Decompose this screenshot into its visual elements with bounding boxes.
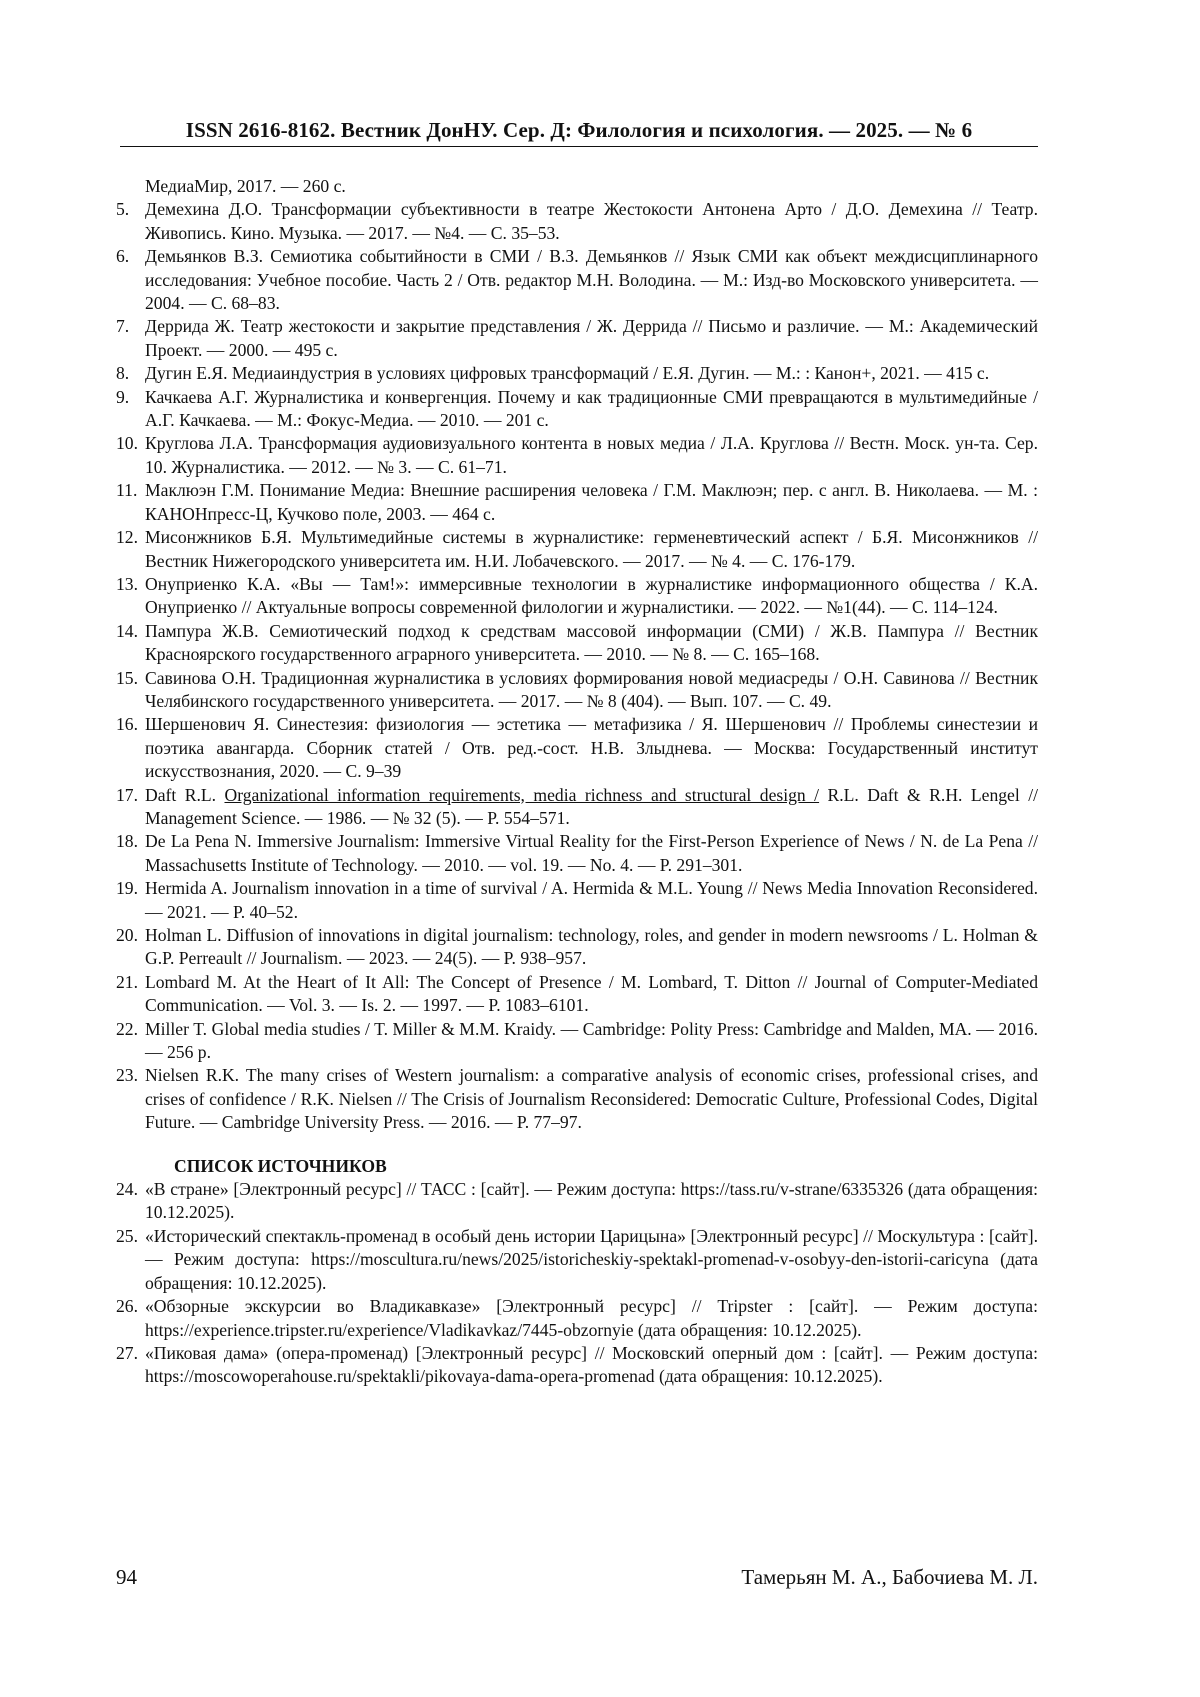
reference-item — [116, 198, 1038, 245]
reference-text: Miller T. Global media studies / T. Miller & M.M. Kraidy. — Cambridge: Polity Press: Cambridge and Malden, MA. — 2016. — 256 p. — [145, 1018, 1038, 1063]
reference-item — [116, 386, 1038, 433]
source-text: «Пиковая дама» (опера-променад) [Электронный ресурс] // Московский оперный дом : [сайт]. — Режим доступа: https://moscowoperahouse.ru/spektakli/pikovaya-dama-opera-promenad (дата обращения: 10.12.2025). — [145, 1342, 1038, 1387]
reference-author: Daft R.L. — [145, 784, 225, 805]
reference-title-link[interactable]: Organizational information requirements, media richness and structural design / — [224, 784, 820, 805]
reference-text: Holman L. Diffusion of innovations in digital journalism: technology, roles, and gender in modern newsrooms / L. Holman & G.P. Perreault // Journalism. — 2023. — 24(5). — P. 938–957. — [145, 925, 1038, 969]
reference-number: 14. — [116, 620, 138, 641]
reference-item — [116, 362, 1038, 385]
reference-number: 19. — [116, 878, 138, 899]
reference-number: 8. — [116, 363, 130, 384]
reference-number: 17. — [116, 784, 138, 805]
source-text: «Обзорные экскурсии во Владикавказе» [Электронный ресурс] // Tripster : [сайт]. — Режим доступа: https://experience.tripster.ru/experience/Vladikavkaz/7445-obzornyie (дата обращения: 10.12.2025). — [145, 1296, 1038, 1340]
reference-number: 22. — [116, 1018, 138, 1039]
reference-text: Савинова О.Н. Традиционная журналистика в условиях формирования новой медиасреды / О.Н. Савинова // Вестник Челябинского государственного университета. — 2017. — № 8 (404). — Вып. 107. — С. 49. — [145, 667, 1038, 711]
reference-number: 21. — [116, 971, 138, 992]
reference-item — [116, 315, 1038, 362]
source-text: «Исторический спектакль-променад в особый день истории Царицына» [Электронный ресурс] // Москультура : [сайт]. — Режим доступа: https://moscultura.ru/news/2025/istoricheskiy-spektakl-promenad-v-osobyy-den-istorii-caricyna (дата обращения: 10.12.2025). — [145, 1225, 1038, 1293]
footer-authors: Тамерьян М. А., Бабочиева М. Л. — [741, 1565, 1038, 1589]
reference-text: Дугин Е.Я. Медиаиндустрия в условиях цифровых трансформаций / Е.Я. Дугин. — М.: : Канон+, 2021. — 415 с. — [145, 363, 990, 384]
reference-text: Шершенович Я. Синестезия: физиология — эстетика — метафизика / Я. Шершенович // Проблемы синестезии и поэтика авангарда. Сборник статей / Отв. ред.-сост. Н.В. Злыднева. — Москва: Государственный институт искусствознания, 2020. — С. 9–39 — [145, 714, 1038, 782]
source-item — [116, 1342, 1038, 1389]
reference-text: Nielsen R.K. The many crises of Western journalism: a comparative analysis of economic crises, professional crises, and crises of confidence / R.K. Nielsen // The Crisis of Journalism Reconsidered: Democratic Culture, Professional Codes, Digital Future. — Cambridge University Press. — 2016. — P. 77–97. — [145, 1065, 1038, 1133]
reference-number: 5. — [116, 199, 130, 220]
reference-text: Круглова Л.А. Трансформация аудиовизуального контента в новых медиа / Л.А. Круглова // Вестн. Моск. ун-та. Сер. 10. Журналистика. — 2012. — № 3. — С. 61–71. — [145, 433, 1038, 477]
references-content — [116, 175, 1038, 1389]
reference-text: Маклюэн Г.М. Понимание Медиа: Внешние расширения человека / Г.М. Маклюэн; пер. с англ. В. Николаева. — М. : КАНОНпресс-Ц, Кучково поле, 2003. — 464 с. — [145, 480, 1038, 524]
source-item — [116, 1225, 1038, 1295]
reference-text: R.L. Daft & R.H. Lengel // Management Science. — 1986. — № 32 (5). — P. 554–571. — [145, 784, 1038, 828]
source-number: 27. — [116, 1342, 138, 1363]
reference-number: 16. — [116, 714, 138, 735]
running-header: ISSN 2616-8162. Вестник ДонНУ. Сер. Д: Филология и психология. — 2025. — № 6 — [120, 118, 1038, 147]
source-number: 24. — [116, 1179, 138, 1200]
source-item — [116, 1178, 1038, 1225]
reference-item — [116, 1018, 1038, 1065]
reference-number: 10. — [116, 433, 138, 454]
reference-item — [116, 830, 1038, 877]
reference-item — [116, 245, 1038, 315]
reference-item — [116, 573, 1038, 620]
reference-text: Качкаева А.Г. Журналистика и конвергенция. Почему и как традиционные СМИ превращаются в мультимедийные / А.Г. Качкаева. — М.: Фокус-Медиа. — 2010. — 201 с. — [145, 386, 1038, 431]
reference-number: 20. — [116, 925, 138, 945]
page-footer — [116, 1565, 1038, 1590]
reference-number: 12. — [116, 527, 138, 548]
sources-heading: СПИСОК ИСТОЧНИКОВ — [174, 1155, 387, 1176]
reference-text: Пампура Ж.В. Семиотический подход к средствам массовой информации (СМИ) / Ж.В. Пампура // Вестник Красноярского государственного аграрного университета. — 2010. — № 8. — С. 165–168. — [145, 620, 1038, 665]
source-number: 26. — [116, 1296, 138, 1317]
reference-number: 13. — [116, 573, 138, 594]
reference-text: De La Pena N. Immersive Journalism: Immersive Virtual Reality for the First-Person Experience of News / N. de La Pena // Massachusetts Institute of Technology. — 2010. — vol. 19. — No. 4. — P. 291–301. — [145, 831, 1038, 875]
reference-item — [116, 713, 1038, 783]
reference-item — [116, 667, 1038, 714]
sources-list — [116, 1178, 1038, 1389]
reference-text: Онуприенко К.А. «Вы — Там!»: иммерсивные технологии в журналистике информационного общества / К.А. Онуприенко // Актуальные вопросы современной филологии и журналистики. — 2022. — №1(44). — С. 114–124. — [145, 573, 1038, 618]
reference-number: 23. — [116, 1065, 138, 1086]
reference-item — [116, 620, 1038, 667]
source-number: 25. — [116, 1225, 138, 1246]
reference-continuation: МедиаМир, 2017. — 260 с. — [145, 176, 346, 196]
reference-item — [116, 877, 1038, 924]
reference-item — [116, 1064, 1038, 1134]
reference-number: 18. — [116, 831, 138, 852]
reference-item — [116, 971, 1038, 1018]
reference-number: 11. — [116, 480, 138, 501]
reference-list — [116, 198, 1038, 1134]
reference-text: Lombard M. At the Heart of It All: The Concept of Presence / M. Lombard, T. Ditton // Journal of Computer-Mediated Communication. — Vol. 3. — Is. 2. — 1997. — P. 1083–6101. — [145, 971, 1038, 1016]
reference-text: Демехина Д.О. Трансформации субъективности в театре Жестокости Антонена Арто / Д.О. Демехина // Театр. Живопись. Кино. Музыка. — 2017. — №4. — С. 35–53. — [145, 199, 1038, 243]
source-item — [116, 1295, 1038, 1342]
reference-text: Hermida A. Journalism innovation in a time of survival / A. Hermida & M.L. Young // News Media Innovation Reconsidered. — 2021. — P. 40–52. — [145, 878, 1038, 922]
source-text: «В стране» [Электронный ресурс] // ТАСС : [сайт]. — Режим доступа: https://tass.ru/v-strane/6335326 (дата обращения: 10.12.2025). — [145, 1179, 1038, 1223]
reference-text: Деррида Ж. Театр жестокости и закрытие представления / Ж. Деррида // Письмо и различие. — М.: Академический Проект. — 2000. — 495 с. — [145, 316, 1038, 360]
reference-number: 9. — [116, 386, 130, 407]
reference-item — [116, 479, 1038, 526]
reference-item-with-link — [116, 784, 1038, 831]
reference-text: Демьянков В.З. Семиотика событийности в СМИ / В.З. Демьянков // Язык СМИ как объект междисциплинарного исследования: Учебное пособие. Часть 2 / Отв. редактор М.Н. Володина. — М.: Изд-во Московского университета. — 2004. — С. 68–83. — [145, 246, 1038, 314]
reference-item — [116, 526, 1038, 573]
reference-number: 6. — [116, 246, 130, 267]
page-number: 94 — [116, 1565, 137, 1589]
reference-item — [116, 432, 1038, 479]
reference-text: Мисонжников Б.Я. Мультимедийные системы в журналистике: герменевтический аспект / Б.Я. Мисонжников // Вестник Нижегородского университета им. Н.И. Лобачевского. — 2017. — № 4. — С. 176-179. — [145, 527, 1038, 571]
reference-number: 15. — [116, 667, 138, 688]
reference-number: 7. — [116, 316, 130, 337]
reference-item — [116, 924, 1038, 971]
